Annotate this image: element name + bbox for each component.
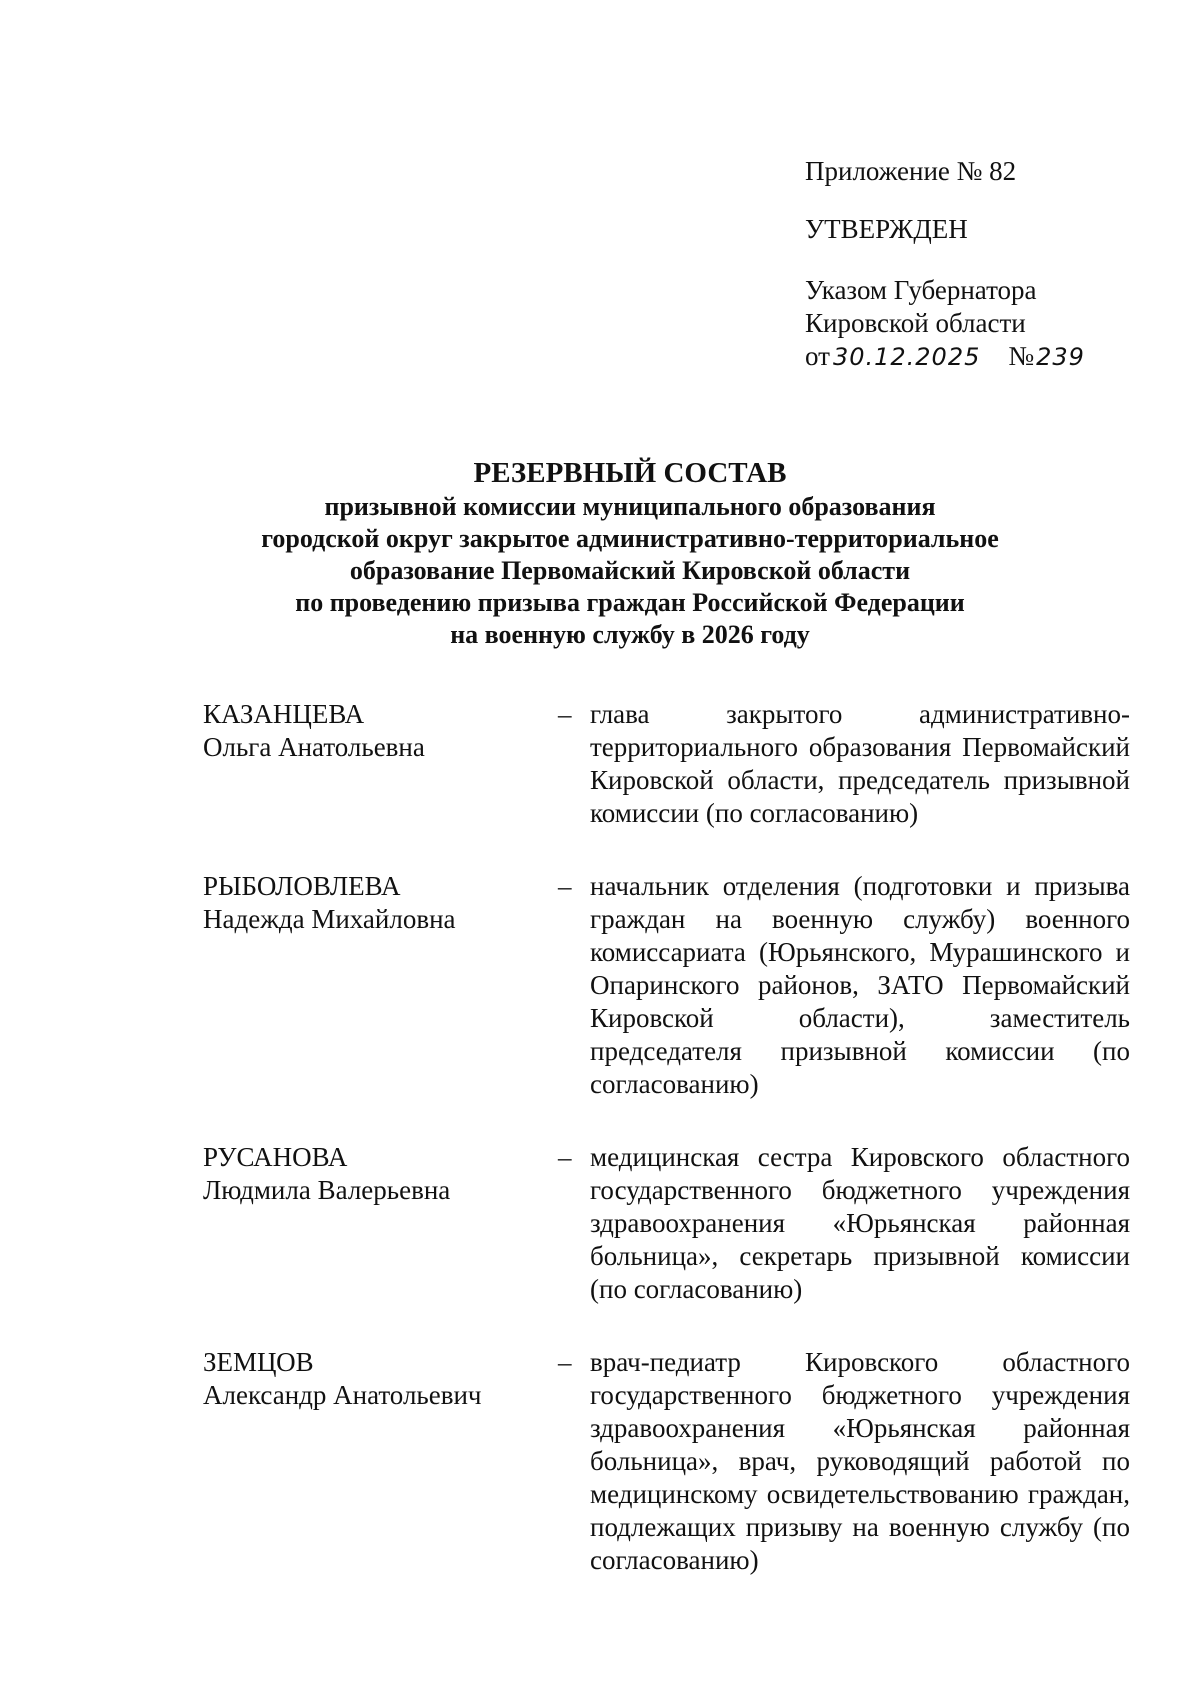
heading-line-2: городской округ закрытое административно-территориальное [261,524,999,553]
member-surname: РУСАНОВА [203,1142,348,1172]
document-title: РЕЗЕРВНЫЙ СОСТАВ [473,457,787,489]
decree-line-2: Кировской области [805,308,1026,338]
heading-line-3: образование Первомайский Кировской области [349,556,911,585]
document-heading [130,455,1130,651]
handwritten-number: 239 [1036,343,1085,371]
dash-separator: – [558,871,572,901]
heading-line-4: по проведению призыва граждан Российской Федерации [295,588,965,617]
member-name [203,1346,558,1412]
member-name [203,870,558,936]
member-entry [203,1346,1133,1577]
member-surname: ЗЕМЦОВ [203,1347,314,1377]
member-given-names: Людмила Валерьевна [203,1175,451,1205]
member-given-names: Александр Анатольевич [203,1380,482,1410]
decree-date-line [805,340,1135,374]
member-name [203,1141,558,1207]
members-list [203,698,1133,1577]
member-role: врач-педиатр Кировского областного государственного бюджетного учреждения здравоохранения «Юрьянская районная больница», врач, руководящий работой по медицинскому освидетельствованию граждан, подлежащих призыву на военную службу (по согласованию) [590,1347,1130,1575]
approved-label: УТВЕРЖДЕН [805,214,968,244]
member-entry [203,870,1133,1101]
heading-line-1: призывной комиссии муниципального образования [324,492,936,521]
member-role: глава закрытого административно-территориального образования Первомайский Кировской области, председатель призывной комиссии (по согласованию) [590,699,1130,828]
from-label: от [805,341,830,371]
handwritten-date: 30.12.2025 [832,343,981,371]
member-entry [203,698,1133,830]
heading-line-5: на военную службу в 2026 году [450,620,810,649]
dash-separator: – [558,1142,572,1172]
member-name [203,698,558,764]
dash-separator: – [558,699,572,729]
member-given-names: Ольга Анатольевна [203,732,425,762]
member-role: начальник отделения (подготовки и призыва граждан на военную службу) военного комиссариата (Юрьянского, Мурашинского и Опаринского районов, ЗАТО Первомайский Кировской области), заместитель председателя призывной комиссии (по согласованию) [590,871,1130,1099]
member-role: медицинская сестра Кировского областного государственного бюджетного учреждения здравоохранения «Юрьянская районная больница», секретарь призывной комиссии (по согласованию) [590,1142,1130,1304]
approval-block [805,155,1135,374]
member-given-names: Надежда Михайловна [203,904,456,934]
member-surname: КАЗАНЦЕВА [203,699,365,729]
number-label: № [1008,341,1035,371]
decree-line-1: Указом Губернатора [805,275,1037,305]
dash-separator: – [558,1347,572,1377]
member-surname: РЫБОЛОВЛЕВА [203,871,401,901]
member-entry [203,1141,1133,1306]
appendix-number: Приложение № 82 [805,156,1017,186]
